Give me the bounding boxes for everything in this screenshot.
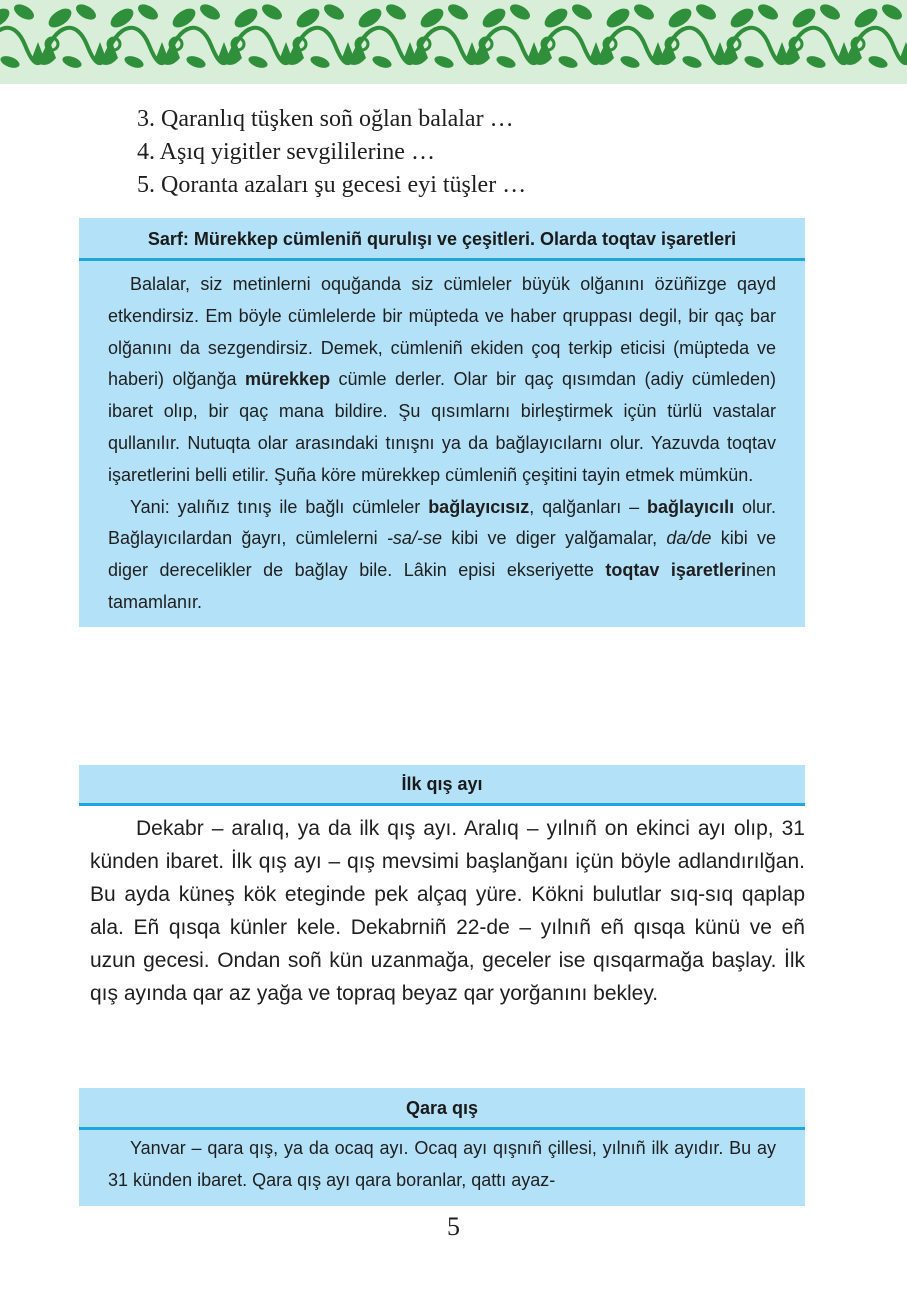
list-item: 4. Aşıq yigitler sevgililerine …	[137, 139, 435, 165]
ornament-shape	[495, 54, 517, 70]
list-item: 5. Qoranta azaları şu gecesi eyi tüşler …	[137, 172, 527, 198]
text-run: olur. Bağlayıcılardan ğayrı, cümlelerni	[108, 496, 776, 549]
ornament-shape	[259, 1, 284, 22]
ornament-shape	[805, 54, 827, 70]
list-item: 3. Qaranlıq tüşken soñ oğlan balalar …	[137, 106, 514, 132]
bold-term: bağlayıcısız	[428, 496, 530, 517]
text-run: nen tamamlanır.	[108, 560, 776, 612]
italic-term: -sa/-se	[386, 528, 442, 549]
ornament-shape	[681, 54, 703, 70]
ornament-shape	[123, 54, 145, 70]
ornament-shape	[383, 1, 408, 22]
ornament-shape	[185, 54, 207, 70]
text-run: Balalar, siz metinlerni oquğanda siz cümleler büyük olğanını özüñizge qayd etkendirsiz. Em böyle cümlelerde bir müpteda ve haber qruppası degil, bir qaç bar olğanını da sezgendirsiz. Demek, cümleniñ ekiden çoq terkip eticisi (müpteda ve haberi) olğanğa	[108, 274, 776, 390]
grammar-paragraph	[108, 492, 776, 619]
grammar-rule-box	[79, 218, 805, 627]
bold-term: mürekkep	[245, 369, 331, 390]
ornament-shape	[433, 54, 455, 70]
text-run: cümle derler. Olar bir qaç qısımdan (adiy cümleden) ibaret olıp, bir qaç mana bildire. Şu qısımlarnı birleştirmek içün türlü vastalar qullanılır. Nutuqta olar arasındaki tınışnı ya da bağlayıcılarnı olur. Yazuvda toqtav işaretlerini belli etilir. Şuña köre mürekkep cümleniñ çeşitini tayin etmek mümkün.	[108, 369, 776, 485]
page-number: 5	[447, 1212, 460, 1241]
reading-box-qara-qis	[79, 1088, 805, 1206]
section-text-ilk-qis-ayi	[90, 812, 805, 1010]
ornament-shape	[135, 1, 160, 22]
decorative-ornament-banner	[0, 0, 907, 84]
bold-term: bağlayıcılı	[647, 496, 735, 517]
section-title-qara-qis: Qara qış	[79, 1088, 805, 1130]
floral-ornament-icon	[0, 0, 907, 84]
ornament-shape	[197, 1, 222, 22]
ornament-shape	[569, 1, 594, 22]
ornament-shape	[61, 54, 83, 70]
ornament-shape	[321, 1, 346, 22]
reading-paragraph: Dekabr – aralıq, ya da ilk qış ayı. Aralıq – yılnıñ on ekinci ayı olıp, 31 künden ibaret. İlk qış ayı – qış mevsimi başlanğanı içün böyle adlandırılğan. Bu ayda küneş kök eteginde pek alçaq yüre. Kökni bulutlar sıq-sıq qaplap ala. Eñ qısqa künler kele. Dekabrniñ 22-de – yılnıñ eñ qısqa künü ve eñ uzun gecesi. Ondan soñ kün uzanmağa, geceler ise qısqarmağa başlay. İlk qış ayında qar az yağa ve topraq beyaz qar yorğanını bekley.	[90, 817, 805, 1005]
ornament-shape	[557, 54, 579, 70]
ornament-shape	[73, 1, 98, 22]
grammar-rule-body	[79, 261, 805, 627]
bold-term: toqtav işaretleri	[605, 560, 746, 581]
section-text-qara-qis	[79, 1130, 805, 1205]
ornament-shape	[619, 54, 641, 70]
italic-term: da/de	[666, 528, 712, 549]
text-run: kibi ve diger yalğamalar,	[441, 528, 667, 549]
ornament-shape	[11, 1, 36, 22]
ornament-shape	[507, 1, 532, 22]
reading-paragraph: Yanvar – qara qış, ya da ocaq ayı. Ocaq ayı qışnıñ çillesi, yılnıñ ilk ayıdır. Bu ay 31 künden ibaret. Qara qış ayı qara boranlar, qattı ayaz-	[108, 1138, 776, 1190]
ornament-shape	[0, 54, 21, 70]
ornament-shape	[445, 1, 470, 22]
text-run: kibi ve diger derecelikler de bağlay bile. Lâkin episi ekseriyette	[108, 528, 776, 581]
ornament-shape	[371, 54, 393, 70]
ornament-shape	[743, 54, 765, 70]
grammar-paragraph	[108, 269, 776, 492]
text-run: Yani: yalıñız tınış ile bağlı cümleler	[130, 496, 429, 517]
ornament-shape	[879, 1, 904, 22]
ornament-shape	[631, 1, 656, 22]
ornament-shape	[867, 54, 889, 70]
grammar-rule-title: Sarf: Mürekkep cümleniñ qurulışı ve çeşitleri. Olarda toqtav işaretleri	[79, 218, 805, 261]
ornament-shape	[693, 1, 718, 22]
ornament-shape	[247, 54, 269, 70]
text-run: , qalğanları –	[529, 496, 648, 517]
exercise-list	[137, 103, 777, 202]
ornament-shape	[309, 54, 331, 70]
section-title-ilk-qis-ayi: İlk qış ayı	[79, 765, 805, 806]
ornament-shape	[755, 1, 780, 22]
ornament-shape	[817, 1, 842, 22]
